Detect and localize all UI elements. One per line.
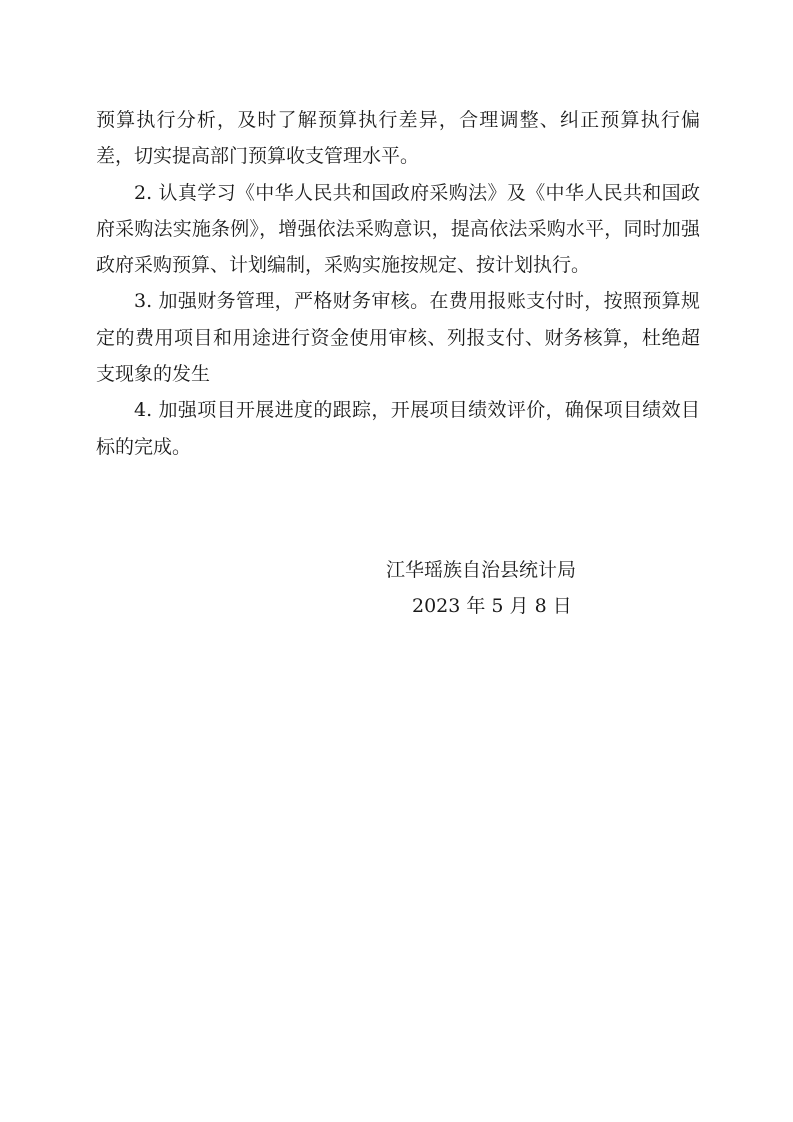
paragraph-financial-management: 3. 加强财务管理，严格财务审核。在费用报账支付时，按照预算规定的费用项目和用途进行资金使用审核、列报支付、财务核算，杜绝超支现象的发生 <box>96 290 700 386</box>
paragraph-project-tracking: 4. 加强项目开展进度的跟踪，开展项目绩效评价，确保项目绩效目标的完成。 <box>96 399 700 458</box>
signing-date: 2023 年 5 月 8 日 <box>412 595 572 618</box>
signature-block <box>370 552 590 625</box>
paragraph-budget-analysis: 预算执行分析，及时了解预算执行差异，合理调整、纠正预算执行偏差，切实提高部门预算收支管理水平。 <box>96 109 700 168</box>
document-body <box>96 102 700 465</box>
signing-organization: 江华瑶族自治县统计局 <box>386 559 577 581</box>
paragraph-procurement-law: 2. 认真学习《中华人民共和国政府采购法》及《中华人民共和国政府采购法实施条例》，增强依法采购意识，提高依法采购水平，同时加强政府采购预算、计划编制，采购实施按规定、按计划执行。 <box>96 181 700 277</box>
